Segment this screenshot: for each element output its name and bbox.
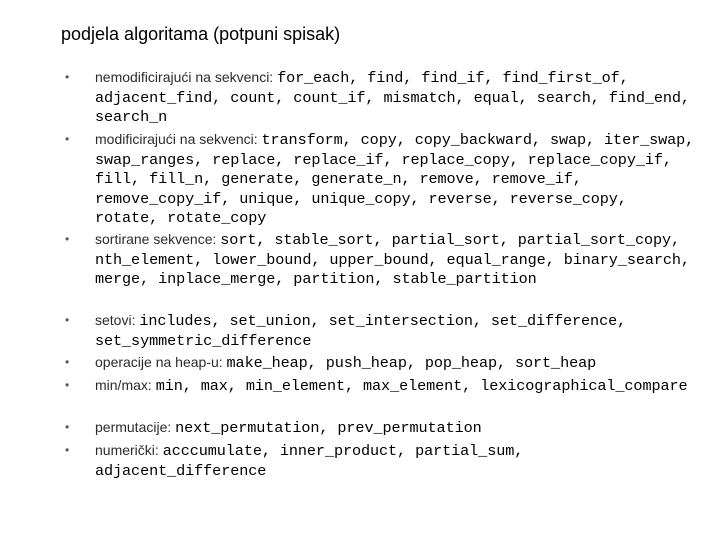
bullet-icon: • <box>65 420 70 434</box>
list-item-text <box>95 311 695 351</box>
bullet-icon: • <box>65 232 70 246</box>
category-label: operacije na heap-u: <box>95 354 227 370</box>
category-label: numerički: <box>95 442 163 458</box>
algorithm-names: make_heap, push_heap, pop_heap, sort_heap <box>226 354 597 372</box>
algorithm-names: sort, stable_sort, partial_sort, partial_sort_copy, nth_element, lower_bound, upper_bound, equal_range, binary_search, merge, inplace_merge, partition, stable_partition <box>95 231 690 289</box>
list-item-text <box>95 353 695 374</box>
bullet-icon: • <box>65 70 70 84</box>
category-label: setovi: <box>95 312 140 328</box>
list-item-text <box>95 418 695 439</box>
algorithm-names: transform, copy, copy_backward, swap, iter_swap, swap_ranges, replace, replace_if, replace_copy, replace_copy_if, fill, fill_n, generate, generate_n, remove, remove_if, remove_copy_if, unique, unique_copy, reverse, reverse_copy, rotate, rotate_copy <box>95 131 695 228</box>
list-item-text <box>95 130 695 229</box>
category-label: min/max: <box>95 377 156 393</box>
list-item-text <box>95 441 695 481</box>
slide-title: podjela algoritama (potpuni spisak) <box>61 24 341 44</box>
list-item-text <box>95 230 695 290</box>
category-label: nemodificirajući na sekvenci: <box>95 69 278 85</box>
list-item-text <box>95 68 695 128</box>
list-item-text <box>95 376 695 397</box>
category-label: sortirane sekvence: <box>95 231 221 247</box>
algorithm-names: min, max, min_element, max_element, lexicographical_compare <box>155 377 688 395</box>
bullet-icon: • <box>65 443 70 457</box>
algorithm-names: acccumulate, inner_product, partial_sum, adjacent_difference <box>95 442 524 480</box>
algorithm-names: for_each, find, find_if, find_first_of, adjacent_find, count, count_if, mismatch, equal, search, find_end, search_n <box>95 69 690 127</box>
category-label: permutacije: <box>95 419 176 435</box>
bullet-icon: • <box>65 355 70 369</box>
bullet-icon: • <box>65 313 70 327</box>
bullet-icon: • <box>65 132 70 146</box>
algorithm-names: includes, set_union, set_intersection, set_difference, set_symmetric_difference <box>95 312 627 350</box>
bullet-icon: • <box>65 378 70 392</box>
category-label: modificirajući na sekvenci: <box>95 131 262 147</box>
algorithm-names: next_permutation, prev_permutation <box>175 419 482 437</box>
